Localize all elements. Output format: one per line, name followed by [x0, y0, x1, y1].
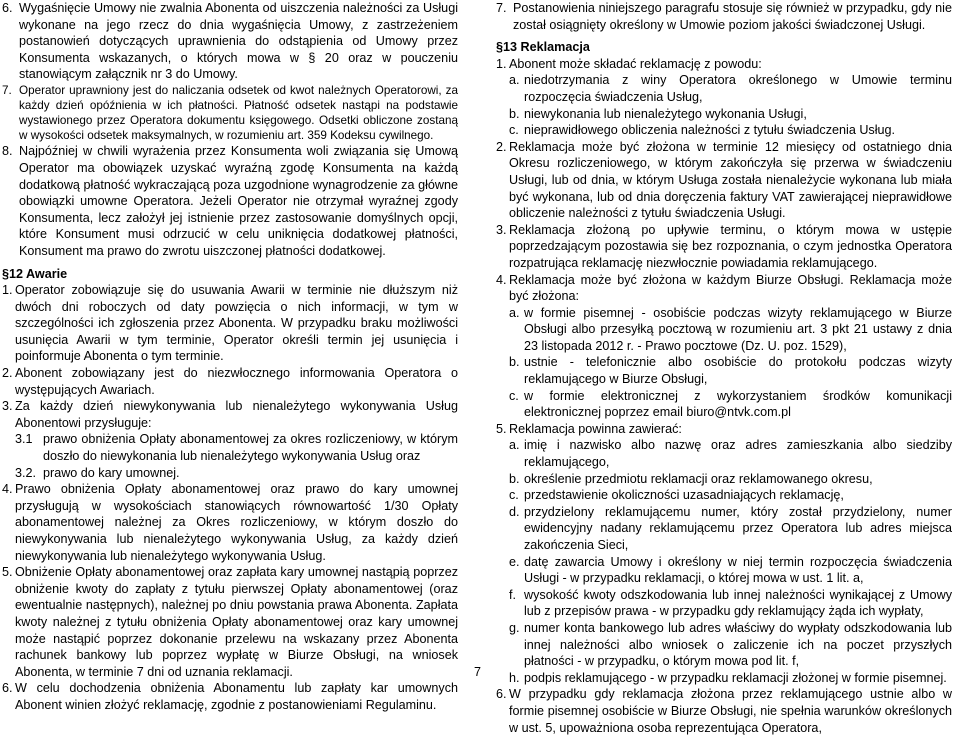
item-text: numer konta bankowego lub adres właściwy do wypłaty odszkodowania lub innej należności albo wniosek o zaliczenie ich na poczet przyszłych płatności - w przypadku, o którym mowa pod lit. f, — [524, 620, 952, 669]
reklamacja-item-2 — [496, 139, 952, 222]
paragraph-number: 7. — [496, 1, 507, 15]
item-letter: h. — [509, 670, 520, 685]
item-letter: b. — [509, 355, 520, 370]
item-number: 6. — [2, 681, 13, 696]
item-letter: c. — [509, 123, 519, 138]
item-text: Reklamacja może być złożona w każdym Biurze Obsługi. Reklamacja może być złożona: — [509, 272, 952, 304]
item-letter: g. — [509, 620, 520, 635]
paragraph-text: Wygaśnięcie Umowy nie zwalnia Abonenta od uiszczenia należności za Usługi wykonane na jego rzecz do dnia wygaśnięcia Umowy, z zastrzeżeniem postanowień dotyczących uprawnienia do odstąpienia od Umowy przez Konsumenta wskazanych, o których mowa w § 20 oraz w pouczeniu stanowiącym załącznik nr 3 do Umowy. — [19, 1, 458, 82]
section-heading-reklamacja: §13 Reklamacja — [496, 40, 590, 55]
left-column — [2, 0, 458, 714]
item-number: 3.1 — [15, 432, 33, 447]
awarie-item-1 — [2, 282, 458, 365]
section-heading-awarie: §12 Awarie — [2, 266, 68, 281]
awarie-item-3-2 — [15, 465, 458, 482]
item-letter: c. — [509, 388, 519, 403]
paragraph-number: 8. — [2, 144, 13, 159]
reklamacja-item-1a — [509, 72, 952, 105]
paragraph-number: 6. — [2, 1, 13, 15]
item-number: 6. — [496, 687, 507, 702]
item-text: Abonent może składać reklamację z powodu: — [509, 56, 762, 71]
paragraph-text: Postanowienia niniejszego paragrafu stosuje się również w przypadku, gdy nie został osiągnięty określony w Umowie poziom jakości świadczonej Usługi. — [513, 1, 952, 32]
item-text: nieprawidłowego obliczenia należności z tytułu świadczenia Usług. — [524, 123, 896, 138]
item-number: 3.2. — [15, 465, 37, 480]
item-text: datę zawarcia Umowy i określony w niej termin rozpoczęcia świadczenia Usługi - w przypadku reklamacji, o której mowa w ust. 1 lit. a, — [524, 554, 952, 586]
item-number: 4. — [496, 272, 507, 287]
item-number: 5. — [496, 421, 507, 436]
awarie-item-3 — [2, 398, 458, 431]
item-letter: b. — [509, 471, 520, 486]
reklamacja-item-1 — [496, 56, 952, 73]
item-text: Reklamacja złożoną po upływie terminu, o którym mowa w ustępie poprzedzającym pozostawia się bez rozpoznania, o czym jednostka Operatora rozpatrująca reklamację niezwłocznie powiadamia reklamującego. — [509, 222, 952, 270]
reklamacja-item-5d — [509, 504, 952, 554]
reklamacja-item-5c — [509, 487, 952, 504]
item-text: przedstawienie okoliczności uzasadniających reklamację, — [524, 488, 844, 503]
item-text: prawo obniżenia Opłaty abonamentowej za okres rozliczeniowy, w którym doszło do niewykonania lub nienależytego wykonywania Usług oraz — [43, 432, 458, 464]
item-number: 3. — [2, 399, 13, 414]
item-text: niewykonania lub nienależytego wykonania Usługi, — [524, 106, 807, 121]
reklamacja-item-5a — [509, 437, 952, 470]
item-text: wysokość kwoty odszkodowania lub innej należności wynikającej z Umowy lub z przepisów prawa - w przypadku gdy reklamujący żąda ich wypłaty, — [524, 587, 952, 619]
item-letter: a. — [509, 438, 520, 453]
reklamacja-item-4 — [496, 272, 952, 305]
item-number: 2. — [2, 366, 13, 381]
item-letter: c. — [509, 488, 519, 503]
item-text: imię i nazwisko albo nazwę oraz adres zamieszkania albo siedziby reklamującego, — [524, 438, 952, 470]
item-text: przydzielony reklamującemu numer, który został przydzielony, numer ewidencyjny nadany reklamującemu przez Operatora lub adres miejsca zakończenia Sieci, — [524, 504, 952, 552]
item-letter: f. — [509, 587, 516, 602]
item-number: 5. — [2, 565, 13, 580]
paragraph-6 — [2, 0, 458, 83]
reklamacja-item-5h — [509, 670, 952, 687]
reklamacja-item-5f — [509, 587, 952, 620]
item-text: Abonent zobowiązany jest do niezwłocznego informowania Operatora o występujących Awariach. — [15, 366, 458, 397]
item-letter: b. — [509, 106, 520, 121]
reklamacja-item-5b — [509, 471, 952, 488]
reklamacja-item-4a — [509, 305, 952, 355]
reklamacja-item-1c — [509, 122, 952, 139]
item-text: w formie pisemnej - osobiście podczas wizyty reklamującego w Biurze Obsługi albo przesyłką pocztową w rozumieniu art. 3 pkt 21 ustawy z dnia 23 listopada 2012 r. - Prawo pocztowe (Dz. U. poz. 1529), — [524, 305, 952, 353]
item-text: prawo do kary umownej. — [43, 465, 180, 480]
reklamacja-item-4b — [509, 354, 952, 387]
awarie-item-3-1 — [15, 431, 458, 464]
item-text: Za każdy dzień niewykonywania lub nienależytego wykonywania Usług Abonentowi przysługuje: — [15, 399, 458, 430]
reklamacja-item-5e — [509, 554, 952, 587]
reklamacja-item-5 — [496, 421, 952, 438]
item-letter: a. — [509, 73, 520, 88]
item-number: 4. — [2, 482, 13, 497]
awarie-item-4 — [2, 481, 458, 564]
right-column — [496, 0, 952, 736]
awarie-item-6 — [2, 680, 458, 713]
item-number: 2. — [496, 139, 507, 154]
paragraph-text: Operator uprawniony jest do naliczania odsetek od kwot należnych Operatorowi, za każdy dzień opóźnienia w ich płatności. Płatność odsetek nastąpi na podstawie wystawionego przez Operatora dokumentu księgowego. Odsetki obliczone zostaną w wysokości odsetek maksymalnych, w rozumieniu art. 359 Kodeksu cywilnego. — [19, 83, 458, 143]
paragraph-8 — [2, 143, 458, 259]
awarie-item-2 — [2, 365, 458, 398]
item-text: Reklamacja może być złożona w terminie 12 miesięcy od ostatniego dnia Okresu rozliczeniowego, w którym zakończyła się przerwa w świadczeniu Usługi, lub od dnia, w którym Usługa została nienależycie wykonana lub miała być wykonana, lub od dnia doręczenia faktury VAT zawierającej nieprawidłowe obliczenie należności z tytułu świadczenia Usługi. — [509, 139, 952, 221]
item-text: w formie elektronicznej z wykorzystaniem środków komunikacji elektronicznej poprzez email biuro@ntvk.com.pl — [524, 388, 952, 420]
awarie-item-5 — [2, 564, 458, 680]
reklamacja-item-3 — [496, 222, 952, 272]
item-text: podpis reklamującego - w przypadku reklamacji złożonej w formie pisemnej. — [524, 670, 947, 685]
item-text: Prawo obniżenia Opłaty abonamentowej oraz prawo do kary umownej przysługują w wysokościach stanowiących równowartość 1/30 Opłaty abonamentowej należnej za Okres rozliczeniowy, w którym doszło do niewykonywania lub nienależytego wykonywania Usług, za każdy dzień niewykonywania lub nienależytego wykonywania Usług. — [15, 482, 458, 563]
item-text: Reklamacja powinna zawierać: — [509, 421, 682, 436]
item-text: Operator zobowiązuje się do usuwania Awarii w terminie nie dłuższym niż dwóch dni roboczych od daty powzięcia o nich informacji, w tym w szczególności ich zgłoszenia przez Abonenta. W przypadku braku możliwości usunięcia Awarii w tym terminie, Operator określi termin jej usunięcia i poinformuje Abonenta o tym terminie. — [15, 283, 458, 364]
item-number: 3. — [496, 222, 507, 237]
item-text: W przypadku gdy reklamacja złożona przez reklamującego ustnie albo w formie pisemnej osobiście w Biurze Obsługi, nie spełnia warunków określonych w ust. 5, upoważniona osoba reprezentująca Operatora, — [509, 687, 952, 735]
paragraph-7 — [2, 83, 458, 143]
item-text: Obniżenie Opłaty abonamentowej oraz zapłata kary umownej nastąpią poprzez obniżenie kwoty do zapłaty z tytułu pierwszej Opłaty abonamentowej (oraz ewentualnie następnych), należnej po dniu powstania prawa Abonenta. Zapłata kwoty należnej z tytułu obniżenia Opłaty abonamentowej oraz kary umownej może nastąpić poprzez dokonanie przelewu na wskazany przez Abonenta rachunek bankowy lub poprzez wypłatę w Biurze Obsługi, na wniosek Abonenta, w terminie 7 dni od uznania reklamacji. — [15, 565, 458, 679]
item-text: określenie przedmiotu reklamacji oraz reklamowanego okresu, — [524, 471, 873, 486]
item-number: 1. — [2, 283, 13, 298]
item-letter: d. — [509, 504, 520, 519]
reklamacja-item-6 — [496, 686, 952, 736]
item-text: ustnie - telefonicznie albo osobiście do protokołu podczas wizyty reklamującego w Biurze Obsługi, — [524, 355, 952, 387]
reklamacja-item-1b — [509, 106, 952, 123]
paragraph-7-right — [496, 0, 952, 33]
page-number: 7 — [474, 665, 482, 679]
paragraph-number: 7. — [2, 83, 12, 97]
item-letter: e. — [509, 554, 520, 569]
reklamacja-item-5g — [509, 620, 952, 670]
paragraph-text: Najpóźniej w chwili wyrażenia przez Konsumenta woli związania się Umową Operator ma obowiązek uzyskać wyraźną zgodę Konsumenta na każdą dodatkową płatność wykraczającą poza uzgodnione wynagrodzenie za główne obowiązki umowne Operatora. Jeżeli Operator nie otrzymał wyraźnej zgody Konsumenta, lecz założył jej istnienie przez zastosowanie domyślnych opcji, które Konsument musi odrzucić w celu uniknięcia dodatkowej płatności, Konsument ma prawo do zwrotu uiszczonej płatności dodatkowej. — [19, 144, 458, 258]
item-text: niedotrzymania z winy Operatora określonego w Umowie terminu rozpoczęcia świadczenia Usług, — [524, 73, 952, 104]
reklamacja-item-4c — [509, 388, 952, 421]
item-number: 1. — [496, 56, 507, 71]
item-text: W celu dochodzenia obniżenia Abonamentu lub zapłaty kar umownych Abonent winien złożyć reklamację, zgodnie z postanowieniami Regulaminu. — [15, 681, 458, 712]
item-letter: a. — [509, 305, 520, 320]
